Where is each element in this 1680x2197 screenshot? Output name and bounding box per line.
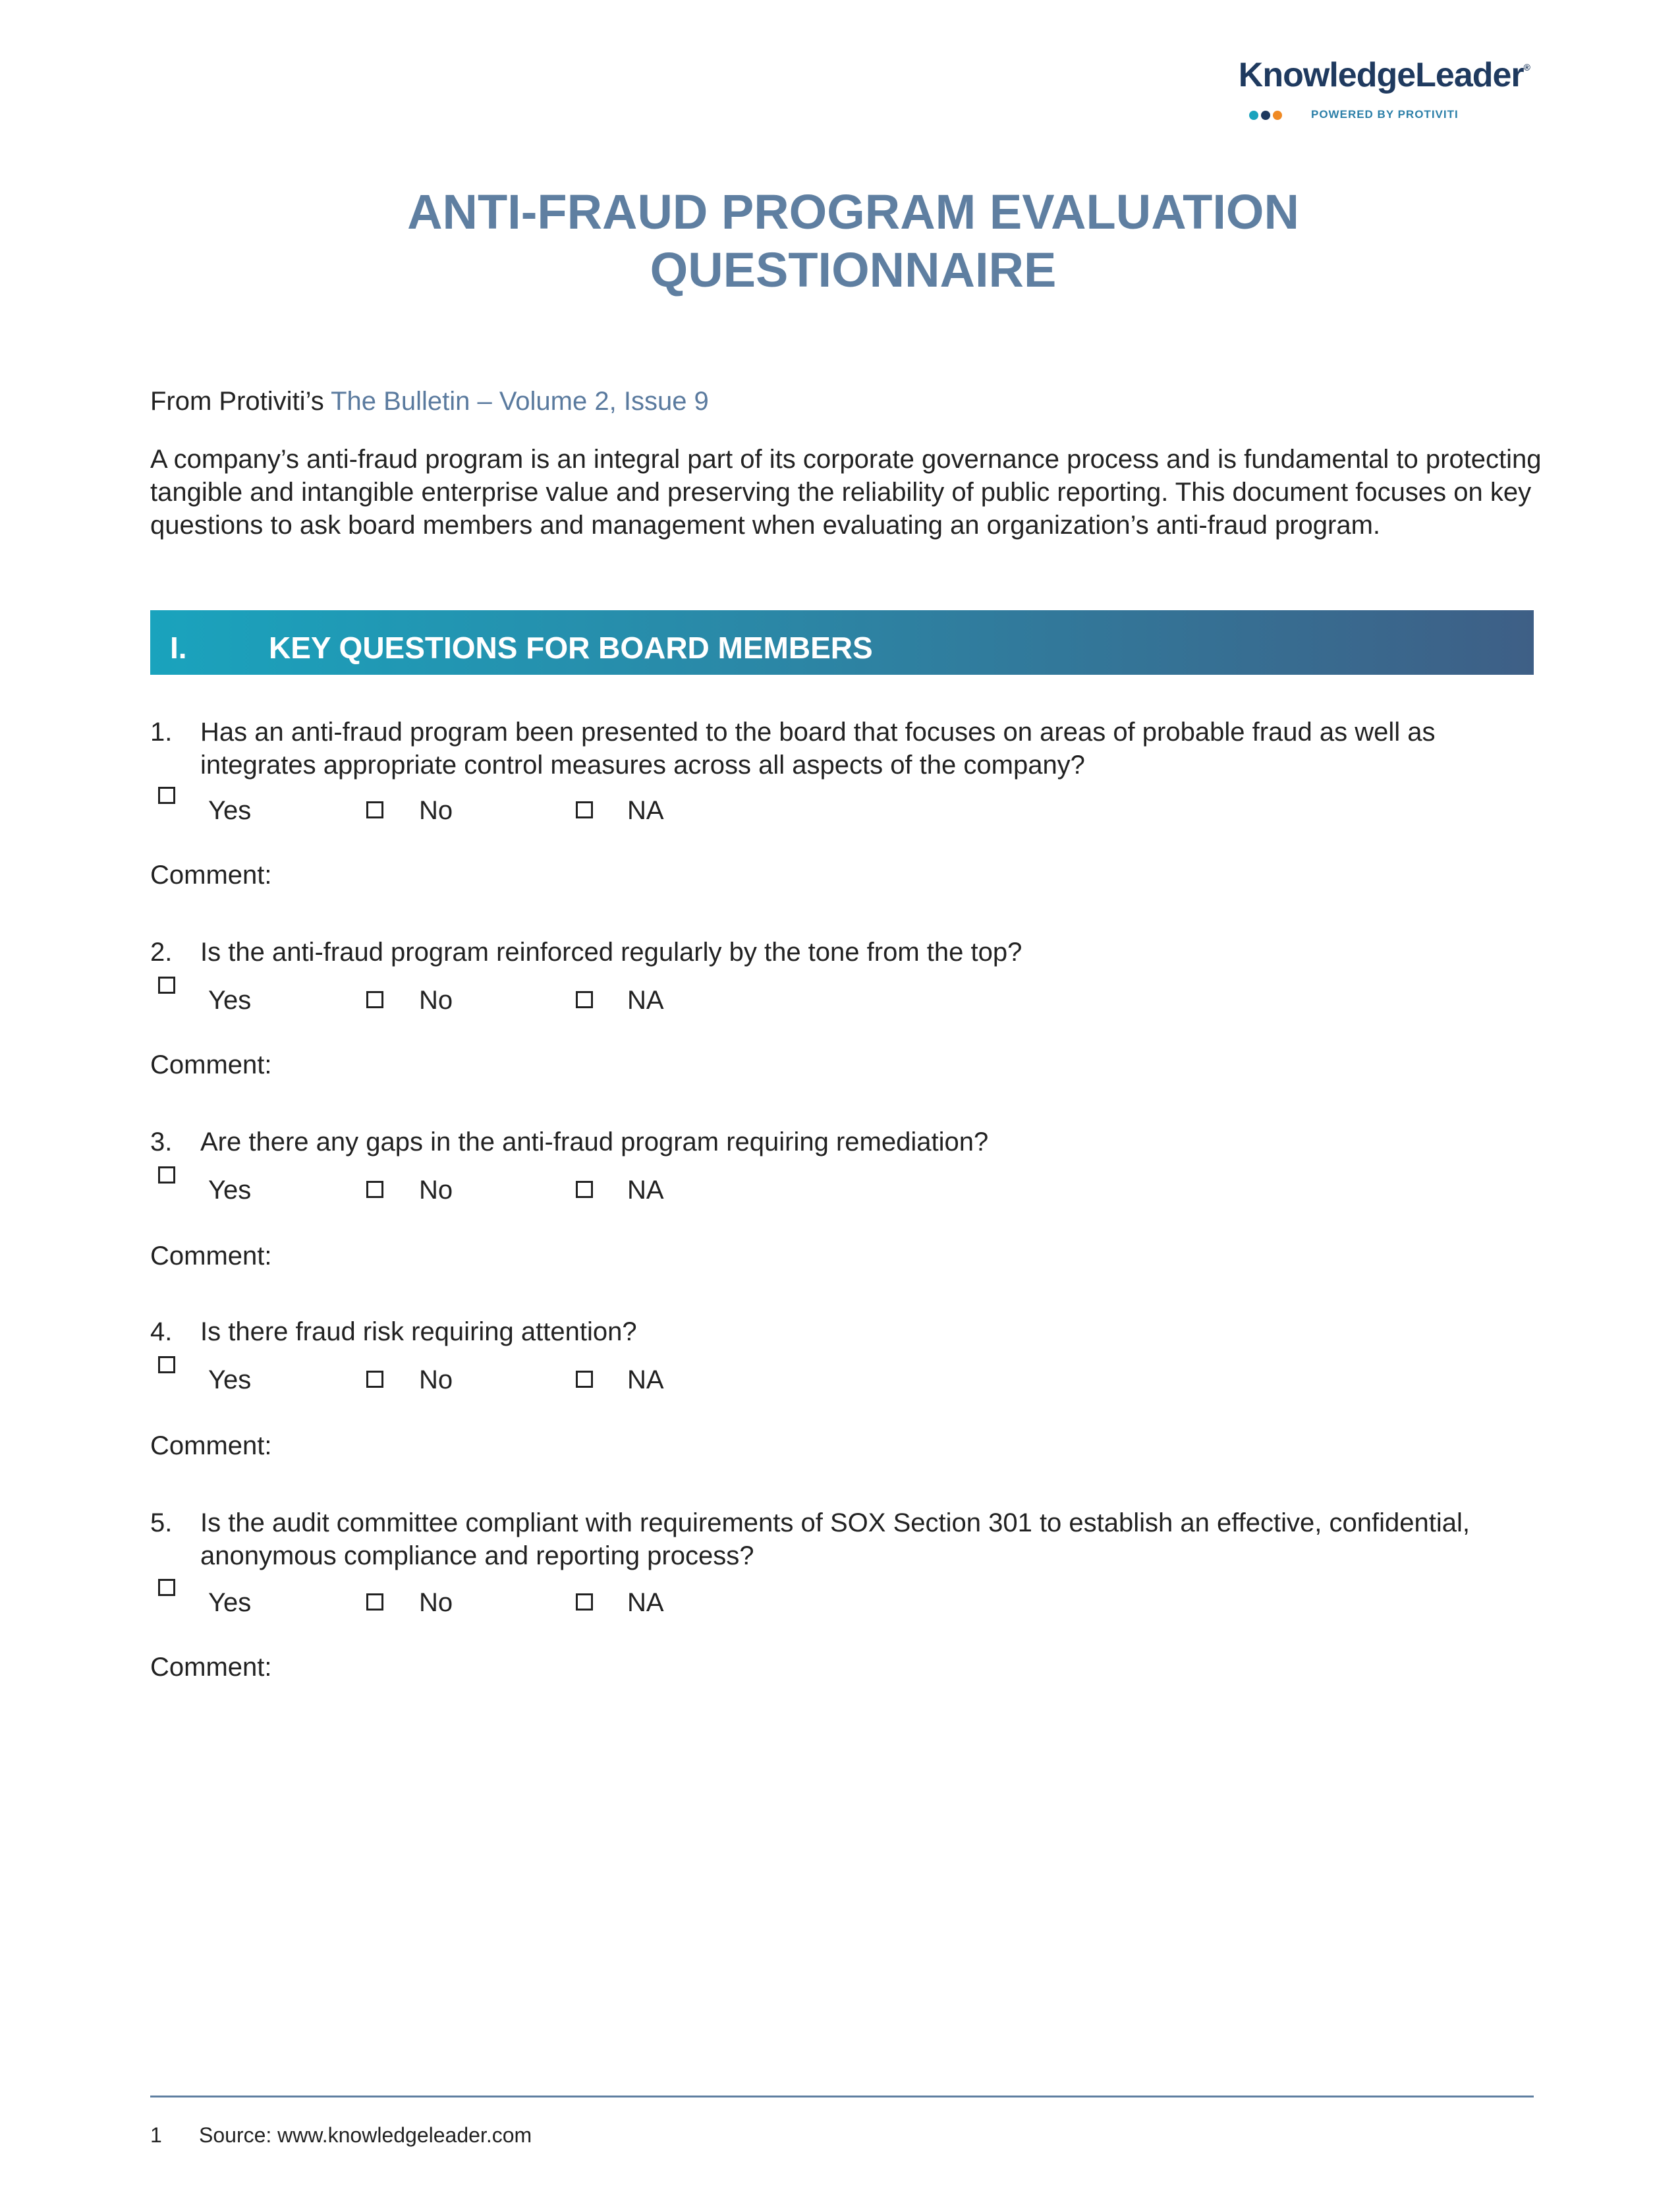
intro-paragraph: A company’s anti-fraud program is an integral part of its corporate governance process and is fundamental to protecting tangible and intangible enterprise value and preserving the reliability of public reporting. This document focuses on key questions to ask board members and management when evaluating an organization’s anti-fraud program. (150, 445, 1542, 540)
title-line-2: QUESTIONNAIRE (650, 243, 1057, 297)
no-checkbox[interactable] (366, 1593, 383, 1611)
document-title (0, 183, 1680, 299)
yes-label: Yes (208, 1176, 252, 1205)
question-text: Are there any gaps in the anti-fraud program requiring remediation? (200, 1127, 989, 1156)
question-text: Is the audit committee compliant with requirements of SOX Section 301 to establish an effective, confidential, anonymous compliance and reporting process? (200, 1508, 1470, 1570)
knowledgeleader-logo (1187, 55, 1530, 128)
na-checkbox[interactable] (576, 1371, 593, 1388)
yes-label: Yes (208, 796, 252, 825)
question-number: 2. (150, 938, 173, 967)
question-text: Is there fraud risk requiring attention? (200, 1317, 637, 1346)
question-4 (150, 1315, 1547, 1348)
no-label: No (419, 986, 453, 1015)
na-checkbox[interactable] (576, 991, 593, 1008)
title-line-1: ANTI-FRAUD PROGRAM EVALUATION (407, 185, 1299, 239)
question-2 (150, 936, 1547, 969)
question-5 (150, 1506, 1547, 1572)
na-label: NA (627, 986, 664, 1015)
footer-divider (150, 2096, 1534, 2097)
yes-checkbox[interactable] (158, 977, 175, 994)
section-title: KEY QUESTIONS FOR BOARD MEMBERS (269, 631, 873, 665)
question-3 (150, 1126, 1547, 1158)
na-checkbox[interactable] (576, 801, 593, 818)
question-number: 3. (150, 1127, 173, 1156)
logo-tagline: POWERED BY PROTIVITI (1311, 108, 1459, 121)
footer-source: Source: www.knowledgeleader.com (199, 2123, 532, 2147)
source-line (150, 385, 709, 418)
na-checkbox[interactable] (576, 1593, 593, 1611)
na-checkbox[interactable] (576, 1181, 593, 1198)
no-label: No (419, 1365, 453, 1394)
yes-checkbox[interactable] (158, 1356, 175, 1373)
yes-checkbox[interactable] (158, 787, 175, 804)
no-label: No (419, 796, 453, 825)
yes-label: Yes (208, 1588, 252, 1617)
question-1 (150, 716, 1547, 782)
no-checkbox[interactable] (366, 801, 383, 818)
question-text: Is the anti-fraud program reinforced regularly by the tone from the top? (200, 938, 1022, 967)
no-label: No (419, 1176, 453, 1205)
logo-dot-teal (1249, 111, 1258, 120)
no-checkbox[interactable] (366, 1181, 383, 1198)
question-number: 1. (150, 718, 173, 747)
source-prefix: From Protiviti’s (150, 387, 331, 416)
publication-name: The Bulletin – Volume 2, Issue 9 (331, 387, 709, 416)
na-label: NA (627, 1588, 664, 1617)
na-label: NA (627, 1176, 664, 1205)
comment-label: Comment: (150, 1653, 272, 1682)
logo-dot-navy (1261, 111, 1270, 120)
na-label: NA (627, 1365, 664, 1394)
question-number: 5. (150, 1508, 173, 1537)
comment-label: Comment: (150, 861, 272, 890)
section-header (150, 610, 1534, 675)
logo-dots-icon (1249, 111, 1285, 123)
yes-checkbox[interactable] (158, 1166, 175, 1184)
registered-mark: ® (1523, 62, 1530, 72)
no-checkbox[interactable] (366, 991, 383, 1008)
question-text: Has an anti-fraud program been presented to the board that focuses on areas of probable fraud as well as integrates appropriate control measures across all aspects of the company? (200, 718, 1436, 780)
comment-label: Comment: (150, 1431, 272, 1460)
yes-checkbox[interactable] (158, 1579, 175, 1596)
na-label: NA (627, 796, 664, 825)
question-number: 4. (150, 1317, 173, 1346)
page-number: 1 (150, 2123, 162, 2147)
yes-label: Yes (208, 1365, 252, 1394)
no-label: No (419, 1588, 453, 1617)
comment-label: Comment: (150, 1050, 272, 1079)
logo-wordmark: KnowledgeLeader® (1238, 56, 1530, 94)
no-checkbox[interactable] (366, 1371, 383, 1388)
logo-dot-orange (1273, 111, 1282, 120)
section-number: I. (170, 631, 187, 665)
yes-label: Yes (208, 986, 252, 1015)
comment-label: Comment: (150, 1241, 272, 1270)
